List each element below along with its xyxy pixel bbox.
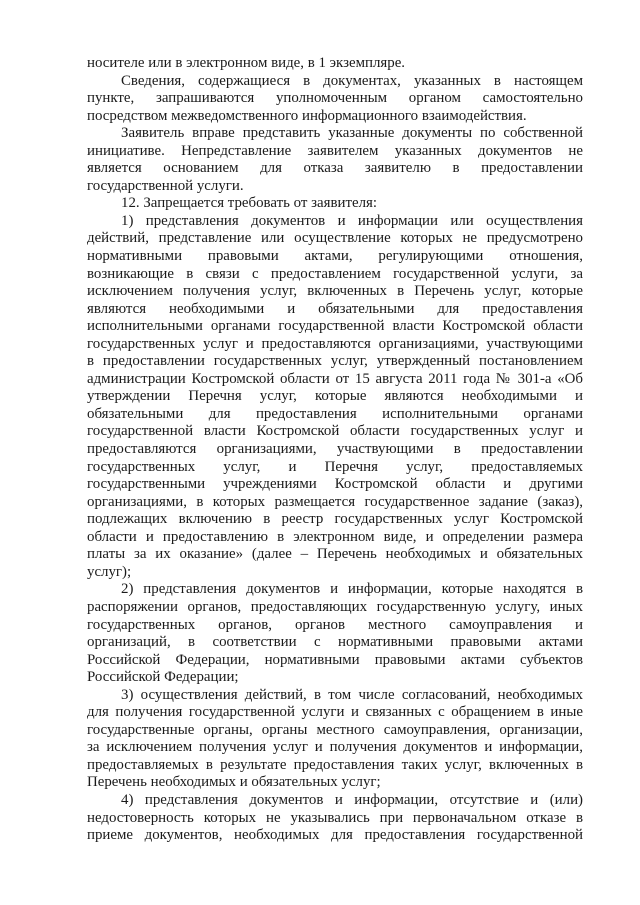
text-line: носителе или в электронном виде, в 1 экземпляре. bbox=[87, 55, 406, 71]
text-line: пункте, запрашиваются уполномоченным органом самостоятельно bbox=[87, 90, 583, 107]
text-line: Заявитель вправе представить указанные документы по собственной bbox=[121, 125, 583, 142]
text-line: для получения государственной услуги и связанных с обращением в иные bbox=[87, 704, 583, 721]
text-line: 12. Запрещается требовать от заявителя: bbox=[121, 195, 377, 212]
text-line: исключением получения услуг, включенных в Перечень услуг, которые bbox=[87, 283, 583, 300]
text-line: за исключением получения услуг и получения документов и информации, bbox=[87, 739, 583, 756]
document-body bbox=[87, 55, 583, 845]
text-line: 4) представления документов и информации, отсутствие и (или) bbox=[121, 791, 583, 808]
text-line: Перечень необходимых и обязательных услуг; bbox=[87, 774, 381, 791]
text-line: платы за их оказание» (далее – Перечень необходимых и обязательных bbox=[87, 546, 583, 563]
text-line: государственными учреждениями Костромской области и другими bbox=[87, 476, 583, 493]
text-line: является основанием для отказа заявителю в предоставлении bbox=[87, 160, 583, 177]
text-line: нормативными правовыми актами, регулирующими отношения, bbox=[87, 248, 583, 265]
text-line: утверждении Перечня услуг, которые являются необходимыми и bbox=[87, 388, 583, 405]
text-line: государственных услуг, и Перечня услуг, предоставляемых bbox=[87, 458, 583, 475]
text-line: государственных услуг и предоставляются организациями, участвующими bbox=[87, 335, 583, 352]
text-line: исполнительными органами государственной власти Костромской области bbox=[87, 318, 583, 335]
text-line: действий, представление или осуществление которых не предусмотрено bbox=[87, 230, 583, 247]
text-line: приеме документов, необходимых для предоставления государственной bbox=[87, 827, 583, 844]
text-line: инициативе. Непредставление заявителем указанных документов не bbox=[87, 142, 583, 159]
text-line: организаций, в соответствии с нормативными правовыми актами bbox=[87, 634, 583, 651]
text-line: распоряжении органов, предоставляющих государственную услугу, иных bbox=[87, 598, 583, 615]
text-line: администрации Костромской области от 15 августа 2011 года № 301-а «Об bbox=[87, 370, 583, 387]
text-line: обязательными для предоставления исполнительными органами bbox=[87, 405, 583, 422]
text-line: государственных органов, органов местного самоуправления и bbox=[87, 616, 583, 633]
text-line: 1) представления документов и информации или осуществления bbox=[121, 212, 583, 229]
text-line: организациями, в которых размещается государственное задание (заказ), bbox=[87, 493, 583, 510]
text-line: государственные органы, органы местного самоуправления, организации, bbox=[87, 721, 583, 738]
text-line: области и предоставлению в электронном виде, и определении размера bbox=[87, 528, 583, 545]
text-line: 3) осуществления действий, в том числе согласований, необходимых bbox=[121, 686, 583, 703]
text-line: государственной власти Костромской области государственных услуг и bbox=[87, 423, 583, 440]
text-line: Сведения, содержащиеся в документах, указанных в настоящем bbox=[121, 72, 583, 89]
text-line: возникающие в связи с предоставлением государственной услуги, за bbox=[87, 265, 583, 282]
text-line: услуг); bbox=[87, 563, 132, 580]
text-line: в предоставлении государственных услуг, утвержденный постановлением bbox=[87, 353, 583, 370]
text-line: предоставляемых в результате предоставления таких услуг, включенных в bbox=[87, 756, 583, 773]
text-line: подлежащих включению в реестр государственных услуг Костромской bbox=[87, 511, 583, 528]
text-line: государственной услуги. bbox=[87, 177, 244, 194]
text-line: являются необходимыми и обязательными для предоставления bbox=[87, 300, 583, 317]
text-line: Российской Федерации; bbox=[87, 669, 239, 686]
text-line: Российской Федерации, нормативными правовыми актами субъектов bbox=[87, 651, 583, 668]
text-line: предоставляются организациями, участвующими в предоставлении bbox=[87, 441, 583, 458]
text-line: недостоверность которых не указывались при первоначальном отказе в bbox=[87, 809, 583, 826]
text-line: посредством межведомственного информационного взаимодействия. bbox=[87, 107, 527, 124]
text-line: 2) представления документов и информации, которые находятся в bbox=[121, 581, 583, 598]
